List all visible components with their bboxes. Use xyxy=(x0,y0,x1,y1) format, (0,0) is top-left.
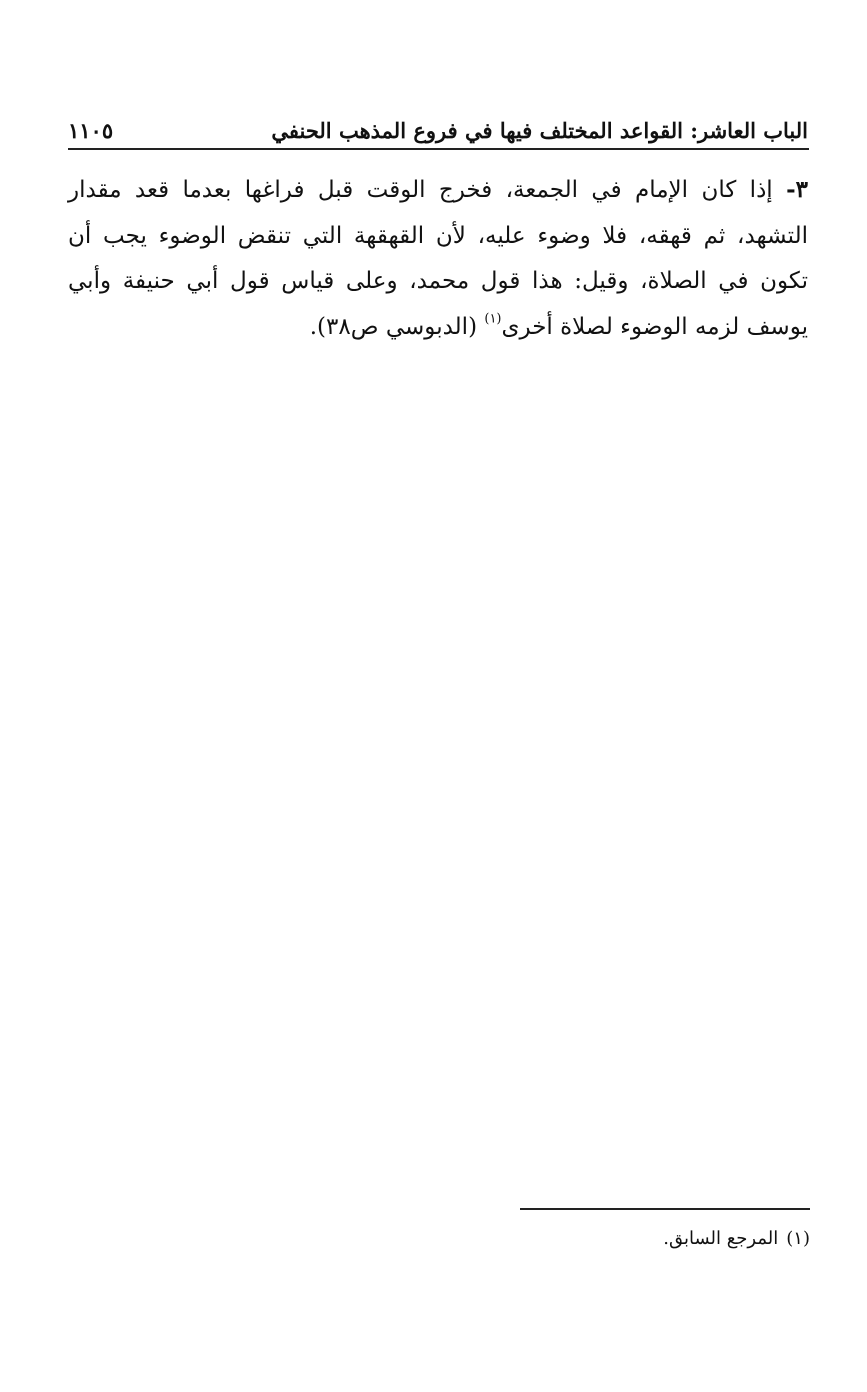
footnote xyxy=(400,1226,810,1252)
citation: (الدبوسي ص٣٨). xyxy=(309,313,478,340)
running-header xyxy=(68,108,808,146)
paragraph-number: ٣- xyxy=(786,176,809,203)
header-title: الباب العاشر: القواعد المختلف فيها في فروع المذهب الحنفي xyxy=(271,118,808,143)
footnote-rule xyxy=(520,1208,810,1210)
footnote-text: المرجع السابق. xyxy=(663,1228,779,1249)
footnote-reference[interactable]: (١) xyxy=(484,310,502,326)
paragraph-text: إذا كان الإمام في الجمعة، فخرج الوقت قبل فراغها بعدما قعد مقدار التشهد، ثم قهقه، فلا وضوء عليه، لأن القهقهة التي تنقض الوضوء يجب أن تكون في الصلاة، وقيل: هذا قول محمد، وعلى قياس قول أبي حنيفة وأبي يوسف لزمه الوضوء لصلاة أخرى xyxy=(68,177,808,340)
header-rule xyxy=(68,148,809,150)
footnote-marker: (١) xyxy=(786,1228,810,1249)
body-paragraph xyxy=(68,167,808,350)
page-number: ١١٠٥ xyxy=(68,118,114,143)
